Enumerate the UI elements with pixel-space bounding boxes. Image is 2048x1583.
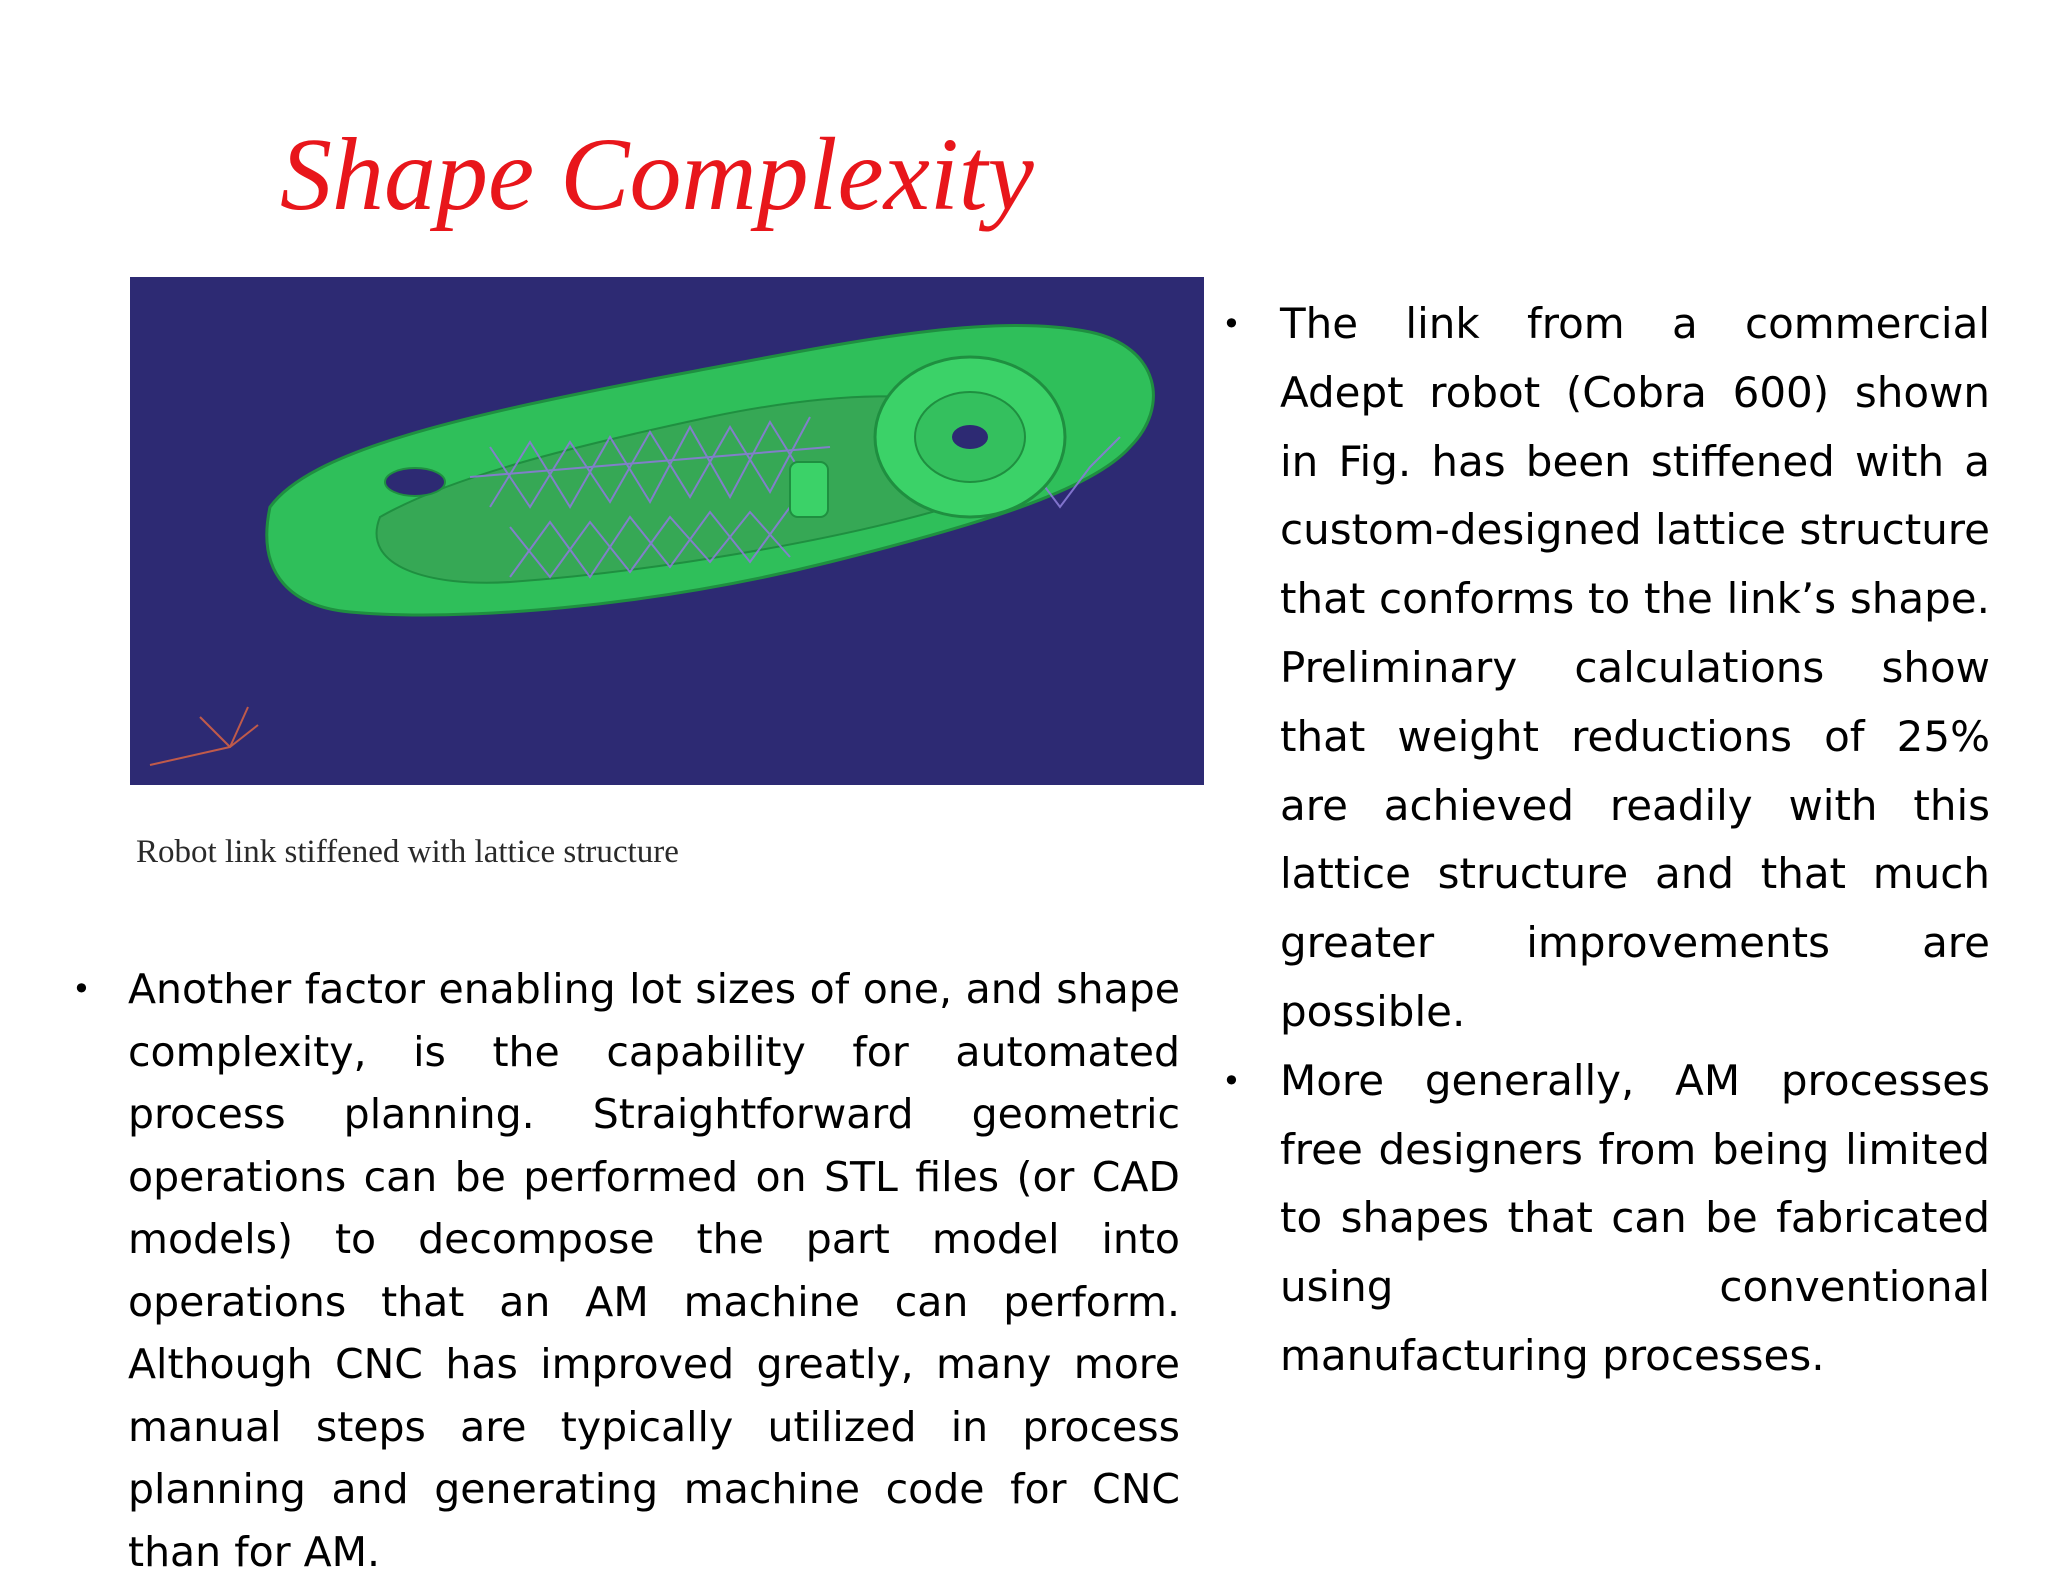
list-item (1210, 1047, 1990, 1391)
bullet-text: More generally, AM processes free designers from being limited to shapes that can be fabricated using conventional manufacturing processes. (1280, 1055, 1990, 1380)
link-boss (790, 462, 828, 517)
left-bullet-list (58, 958, 1180, 1583)
bullet-text: Another factor enabling lot sizes of one, and shape complexity, is the capability for automated process planning. Straightforward geometric operations can be performed on STL files (or CAD models) to decompose the part model into operations that an AM machine can perform. Although CNC has improved greatly, many more manual steps are typically utilized in process planning and generating machine code for CNC than for AM. (128, 965, 1180, 1576)
list-item (58, 958, 1180, 1583)
slide-title: Shape Complexity (280, 117, 1034, 232)
robot-link-illustration (130, 277, 1204, 785)
link-hole-small (385, 468, 445, 496)
robot-link-image (130, 277, 1204, 785)
list-item (1210, 290, 1990, 1047)
right-bullet-list (1210, 290, 1990, 1391)
figure-caption: Robot link stiffened with lattice structure (136, 834, 679, 870)
link-pivot-hole (952, 425, 988, 449)
bullet-marker: • (72, 970, 91, 1008)
bullet-marker: • (1222, 1061, 1241, 1100)
bullet-text: The link from a commercial Adept robot (Cobra 600) shown in Fig. has been stiffened with a custom-designed lattice structure that conforms to the link’s shape. Preliminary calculations show that weight reductions of 25% are achieved readily with this lattice structure and that much greater improvements are possible. (1280, 299, 1990, 1036)
bullet-marker: • (1222, 305, 1241, 343)
